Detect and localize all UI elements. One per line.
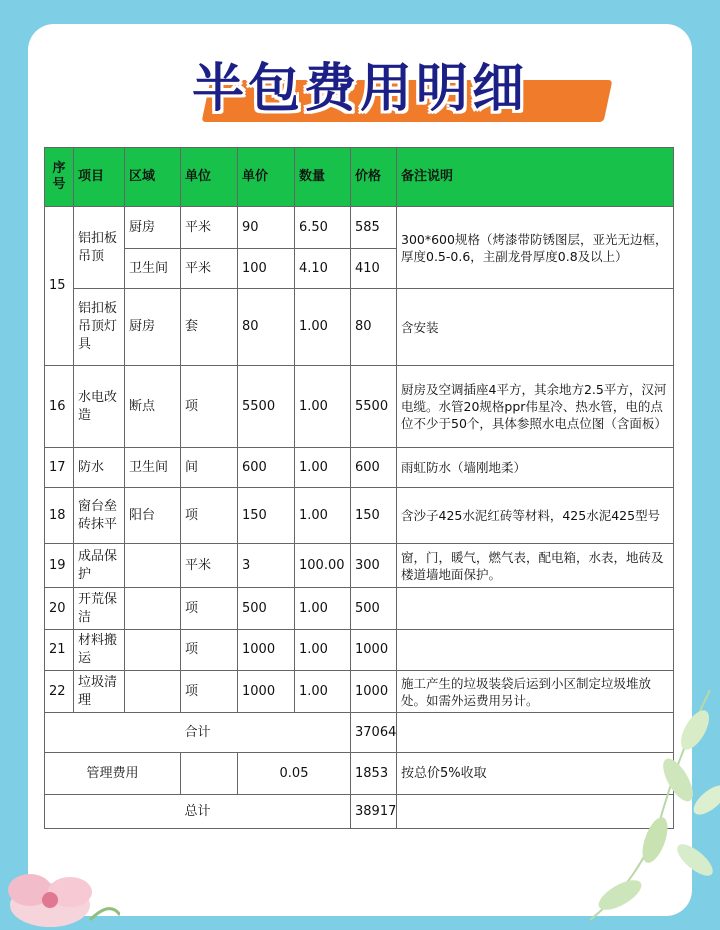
price-cell: 585 <box>351 207 397 249</box>
seq-cell: 15 <box>45 207 74 366</box>
unit-cell: 套 <box>181 289 238 366</box>
qty-cell: 1.00 <box>295 630 351 671</box>
note-cell: 雨虹防水（墙刚地柔） <box>397 448 674 488</box>
item-cell: 铝扣板吊顶 <box>74 207 125 289</box>
col-unit: 单位 <box>181 148 238 207</box>
subtotal-value: 37064 <box>351 713 397 753</box>
item-cell: 铝扣板吊顶灯具 <box>74 289 125 366</box>
col-item: 项目 <box>74 148 125 207</box>
item-cell: 开荒保洁 <box>74 588 125 630</box>
table-row <box>45 289 674 366</box>
seq-cell: 17 <box>45 448 74 488</box>
title-area <box>0 0 720 140</box>
unit-cell: 项 <box>181 366 238 448</box>
price-cell: 150 <box>351 488 397 544</box>
unit-cell: 间 <box>181 448 238 488</box>
unit-cell: 平米 <box>181 249 238 289</box>
col-unit-price: 单价 <box>238 148 295 207</box>
area-cell <box>125 588 181 630</box>
unit-cell: 平米 <box>181 207 238 249</box>
seq-cell: 22 <box>45 671 74 713</box>
table-row <box>45 366 674 448</box>
seq-cell: 18 <box>45 488 74 544</box>
seq-cell: 16 <box>45 366 74 448</box>
area-cell: 阳台 <box>125 488 181 544</box>
item-cell: 水电改造 <box>74 366 125 448</box>
qty-cell: 1.00 <box>295 671 351 713</box>
note-cell <box>397 630 674 671</box>
seq-cell: 19 <box>45 544 74 588</box>
col-price: 价格 <box>351 148 397 207</box>
header-row <box>45 148 674 207</box>
seq-cell: 20 <box>45 588 74 630</box>
management-rate: 0.05 <box>238 753 351 795</box>
flower-decoration-icon <box>0 860 120 930</box>
note-cell: 含沙子425水泥红砖等材料，425水泥425型号 <box>397 488 674 544</box>
price-cell: 300 <box>351 544 397 588</box>
price-cell: 1000 <box>351 630 397 671</box>
qty-cell: 1.00 <box>295 366 351 448</box>
qty-cell: 1.00 <box>295 488 351 544</box>
table-row <box>45 448 674 488</box>
note-cell: 300*600规格（烤漆带防锈图层，亚光无边框，厚度0.5-0.6，主副龙骨厚度0.8及以上） <box>397 207 674 289</box>
unit-price-cell: 3 <box>238 544 295 588</box>
qty-cell: 1.00 <box>295 448 351 488</box>
unit-price-cell: 500 <box>238 588 295 630</box>
area-cell: 厨房 <box>125 289 181 366</box>
area-cell <box>125 671 181 713</box>
area-cell <box>125 630 181 671</box>
item-cell: 防水 <box>74 448 125 488</box>
area-cell: 卫生间 <box>125 448 181 488</box>
col-qty: 数量 <box>295 148 351 207</box>
subtotal-label: 合计 <box>45 713 351 753</box>
leaves-decoration-icon <box>560 690 720 930</box>
qty-cell: 1.00 <box>295 588 351 630</box>
seq-cell: 21 <box>45 630 74 671</box>
management-blank <box>181 753 238 795</box>
unit-cell: 项 <box>181 488 238 544</box>
qty-cell: 100.00 <box>295 544 351 588</box>
col-area: 区域 <box>125 148 181 207</box>
management-label: 管理费用 <box>45 753 181 795</box>
table-row <box>45 488 674 544</box>
total-label: 总计 <box>45 795 351 829</box>
area-cell: 厨房 <box>125 207 181 249</box>
price-cell: 600 <box>351 448 397 488</box>
item-cell: 窗台垒砖抹平 <box>74 488 125 544</box>
table-row <box>45 630 674 671</box>
col-seq: 序号 <box>45 148 74 207</box>
unit-price-cell: 150 <box>238 488 295 544</box>
price-cell: 500 <box>351 588 397 630</box>
unit-cell: 项 <box>181 588 238 630</box>
unit-price-cell: 80 <box>238 289 295 366</box>
qty-cell: 1.00 <box>295 289 351 366</box>
unit-price-cell: 5500 <box>238 366 295 448</box>
qty-cell: 4.10 <box>295 249 351 289</box>
area-cell: 断点 <box>125 366 181 448</box>
unit-price-cell: 600 <box>238 448 295 488</box>
price-cell: 410 <box>351 249 397 289</box>
unit-cell: 项 <box>181 630 238 671</box>
table-row <box>45 588 674 630</box>
table-row <box>45 544 674 588</box>
area-cell: 卫生间 <box>125 249 181 289</box>
item-cell: 材料搬运 <box>74 630 125 671</box>
note-cell: 窗，门，暖气，燃气表，配电箱，水表，地砖及楼道墙地面保护。 <box>397 544 674 588</box>
unit-price-cell: 1000 <box>238 630 295 671</box>
unit-price-cell: 1000 <box>238 671 295 713</box>
unit-cell: 项 <box>181 671 238 713</box>
area-cell <box>125 544 181 588</box>
unit-cell: 平米 <box>181 544 238 588</box>
item-cell: 垃圾清理 <box>74 671 125 713</box>
col-note: 备注说明 <box>397 148 674 207</box>
page-title: 半包费用明细 <box>191 59 528 119</box>
price-cell: 80 <box>351 289 397 366</box>
note-cell: 施工产生的垃圾装袋后运到小区制定垃圾堆放处。如需外运费用另计。 <box>397 671 674 713</box>
note-cell: 含安装 <box>397 289 674 366</box>
unit-price-cell: 100 <box>238 249 295 289</box>
note-cell <box>397 588 674 630</box>
qty-cell: 6.50 <box>295 207 351 249</box>
note-cell: 厨房及空调插座4平方，其余地方2.5平方，汉河电缆。水管20规格ppr伟星冷、热水管，电的点位不少于50个，具体参照水电点位图（含面板） <box>397 366 674 448</box>
total-value: 38917 <box>351 795 397 829</box>
management-note: 按总价5%收取 <box>397 753 674 795</box>
price-cell: 5500 <box>351 366 397 448</box>
management-value: 1853 <box>351 753 397 795</box>
price-cell: 1000 <box>351 671 397 713</box>
item-cell: 成品保护 <box>74 544 125 588</box>
table-row <box>45 207 674 249</box>
unit-price-cell: 90 <box>238 207 295 249</box>
